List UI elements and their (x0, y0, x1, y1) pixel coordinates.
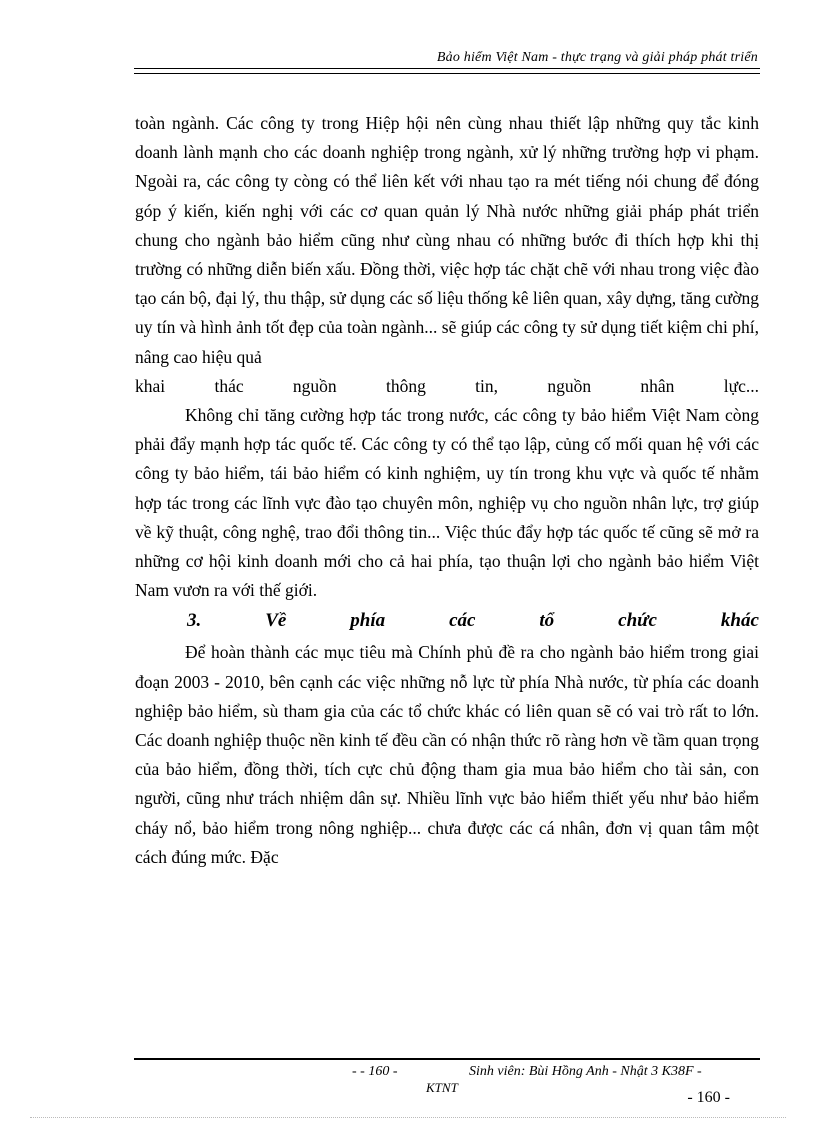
paragraph-1-last-line (135, 372, 759, 401)
heading-word: khác (720, 610, 759, 632)
header-title: Bảo hiểm Việt Nam - thực trạng và giải pháp phát triển (436, 50, 758, 65)
word: nguồn (292, 375, 337, 396)
paragraph-1: toàn ngành. Các công ty trong Hiệp hội nên cùng nhau thiết lập những quy tắc kinh doanh lành mạnh cho các doanh nghiệp trong ngành, xử lý những trường hợp vi phạm. Ngoài ra, các công ty còng có thể liên kết với nhau tạo ra mét tiếng nói chung để đóng góp ý kiến, kiến nghị với các cơ quan quản lý Nhà nước những giải pháp phát triển chung cho ngành bảo hiểm cũng như cùng nhau có những bước đi thích hợp khi thị trường có những diễn biến xấu. Đồng thời, việc hợp tác chặt chẽ với nhau trong việc đào tạo cán bộ, đại lý, thu thập, sử dụng các số liệu thống kê liên quan, xây dựng, tăng cường uy tín và hình ảnh tốt đẹp của toàn ngành... sẽ giúp các công ty sử dụng tiết kiệm chi phí, nâng cao hiệu quả (135, 113, 759, 367)
word: nhân (640, 375, 675, 396)
word: tin, (475, 375, 499, 396)
section-heading (135, 606, 759, 636)
footer-student-continued: KTNT (426, 1080, 458, 1095)
footer-page-ref: - - 160 - (352, 1064, 398, 1079)
section-number: 3. (187, 610, 202, 632)
word: thác (214, 375, 244, 396)
word: nguồn (547, 375, 592, 396)
heading-word: chức (618, 610, 657, 632)
word: lực... (723, 375, 759, 396)
footer-line (352, 1064, 702, 1080)
paragraph-2: Không chỉ tăng cường hợp tác trong nước, các công ty bảo hiểm Việt Nam còng phải đẩy mạnh hợp tác quốc tế. Các công ty có thể tạo lập, củng cố mối quan hệ với các công ty bảo hiểm, tái bảo hiểm có kinh nghiệm, uy tín trong khu vực và quốc tế nhằm hợp tác trong các lĩnh vực đào tạo chuyên môn, nghiệp vụ cho nguồn nhân lực, trợ giúp về kỹ thuật, công nghệ, trao đổi thông tin... Việc thúc đẩy hợp tác quốc tế cũng sẽ mở ra những cơ hội kinh doanh mới cho cả hai phía, tạo thuận lợi cho ngành bảo hiểm Việt Nam vươn ra với thế giới. (135, 405, 759, 601)
heading-word: Về (265, 610, 287, 632)
footer-student: Sinh viên: Bùi Hồng Anh - Nhật 3 K38F - (469, 1064, 702, 1079)
paragraph-3: Để hoàn thành các mục tiêu mà Chính phủ đề ra cho ngành bảo hiểm trong giai đoạn 2003 - 2010, bên cạnh các việc những nỗ lực từ phía Nhà nước, từ phía các doanh nghiệp bảo hiểm, sù tham gia của các tổ chức khác có liên quan sẽ có vai trò rất to lớn. Các doanh nghiệp thuộc nền kinh tế đều cần có nhận thức rõ ràng hơn về tầm quan trọng của bảo hiểm, đồng thời, tích cực chủ động tham gia mua bảo hiểm cho tài sản, con người, cũng như trách nhiệm dân sự. Nhiều lĩnh vực bảo hiểm thiết yếu như bảo hiểm cháy nổ, bảo hiểm trong nông nghiệp... chưa được các cá nhân, đơn vị quan tâm một cách đúng mức. Đặc (135, 642, 759, 867)
page-number: - 160 - (687, 1089, 730, 1106)
heading-word: tổ (539, 610, 555, 632)
page-bottom-border (30, 1117, 786, 1118)
word: khai (135, 375, 166, 396)
heading-word: phía (350, 610, 386, 632)
heading-word: các (449, 610, 476, 632)
word: thông (385, 375, 426, 396)
document-body (135, 109, 759, 872)
footer-rule (134, 1058, 760, 1060)
header-double-rule (134, 68, 760, 74)
